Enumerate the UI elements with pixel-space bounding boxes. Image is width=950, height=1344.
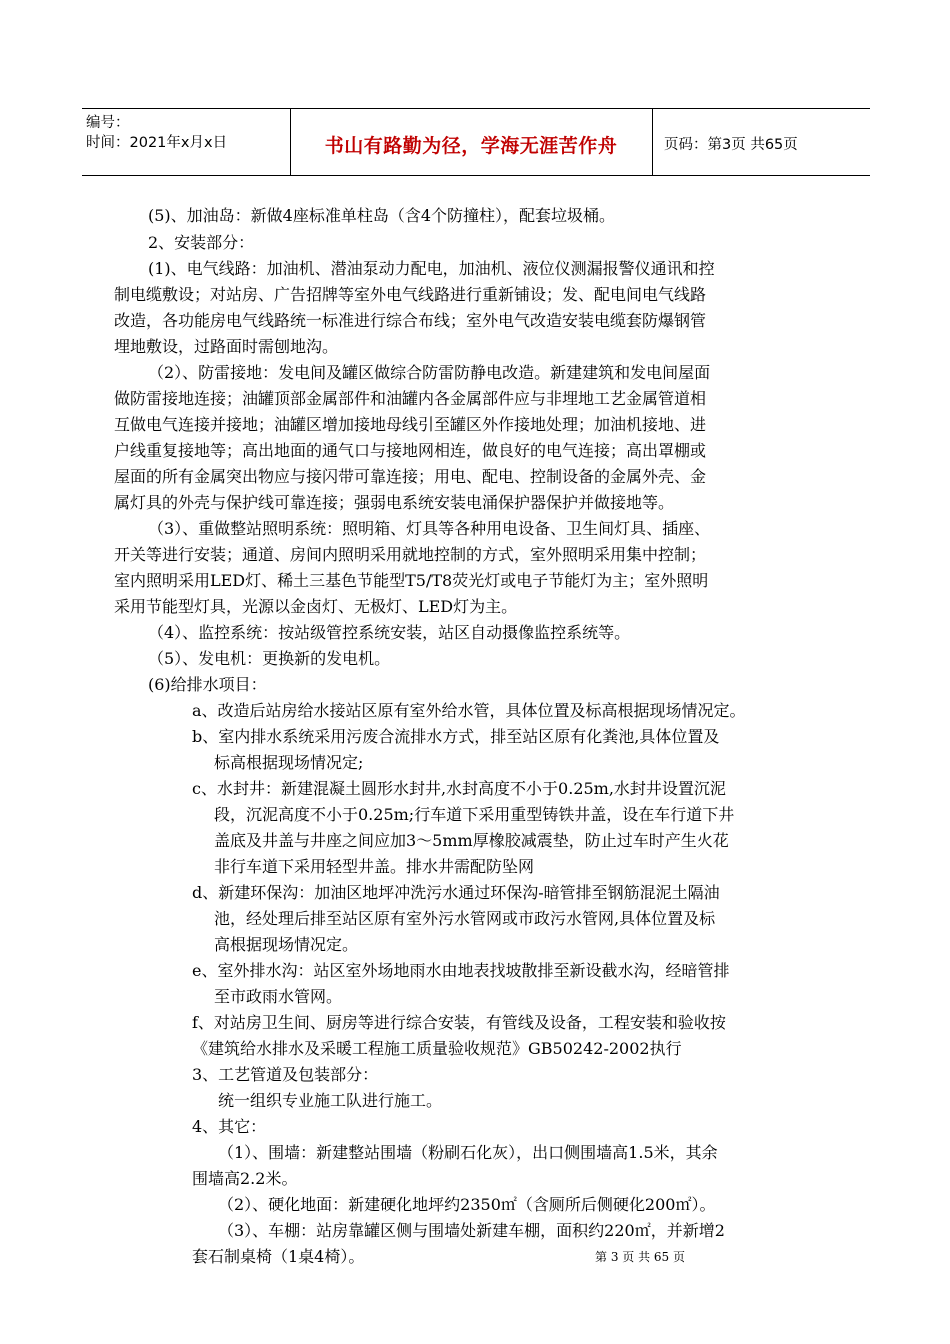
body-line: 至市政雨水管网。 — [214, 987, 343, 1006]
body-line: c、水封井：新建混凝土圆形水封井,水封高度不小于0.25m,水封井设置沉泥 — [192, 779, 726, 798]
body-line: 池，经处理后排至站区原有室外污水管网或市政污水管网,具体位置及标 — [214, 909, 716, 928]
body-line: 套石制桌椅（1桌4椅）。 — [192, 1247, 365, 1266]
body-line: （3）、车棚：站房靠罐区侧与围墙处新建车棚，面积约220㎡，并新增2 — [218, 1221, 725, 1240]
body-line: f、对站房卫生间、厨房等进行综合安装，有管线及设备，工程安装和验收按 — [192, 1013, 726, 1032]
body-line: 3、工艺管道及包装部分： — [192, 1065, 379, 1084]
body-line: 盖底及井盖与井座之间应加3～5mm厚橡胶减震垫，防止过车时产生火花 — [214, 831, 729, 850]
body-line: 标高根据现场情况定; — [214, 753, 364, 772]
body-line: b、室内排水系统采用污废合流排水方式，排至站区原有化粪池,具体位置及 — [192, 727, 720, 746]
body-line: （3）、重做整站照明系统：照明箱、灯具等各种用电设备、卫生间灯具、插座、 — [148, 519, 711, 538]
body-line: （4）、监控系统：按站级管控系统安装，站区自动摄像监控系统等。 — [148, 623, 631, 642]
body-line: 高根据现场情况定。 — [214, 935, 359, 954]
body-line: (6)给排水项目： — [148, 675, 267, 694]
body-line: 统一组织专业施工队进行施工。 — [218, 1091, 443, 1110]
body-line: （2）、防雷接地：发电间及罐区做综合防雷防静电改造。新建建筑和发电间屋面 — [148, 363, 711, 382]
body-line: 做防雷接地连接；油罐顶部金属部件和油罐内各金属部件应与非埋地工艺金属管道相 — [114, 389, 707, 408]
header-motto: 书山有路勤为径，学海无涯苦作舟 — [324, 135, 618, 157]
body-line: 改造，各功能房电气线路统一标准进行综合布线；室外电气改造安装电缆套防爆钢管 — [114, 311, 707, 330]
body-line: 围墙高2.2米。 — [192, 1169, 298, 1188]
body-line: 4、其它： — [192, 1117, 267, 1136]
body-line: 非行车道下采用轻型井盖。排水井需配防坠网 — [214, 857, 535, 876]
body-line: （2）、硬化地面：新建硬化地坪约2350㎡（含厕所后侧硬化200㎡）。 — [218, 1195, 716, 1214]
body-line: 段，沉泥高度不小于0.25m;行车道下采用重型铸铁井盖，设在车行道下井 — [214, 805, 735, 824]
header-meta — [86, 113, 227, 153]
page-footer: 第 3 页 共 65 页 — [595, 1250, 685, 1264]
body-line: （5）、发电机：更换新的发电机。 — [148, 649, 391, 668]
page-header — [82, 108, 870, 176]
body-line: 《建筑给水排水及采暖工程施工质量验收规范》GB50242-2002执行 — [192, 1039, 682, 1058]
body-line: 制电缆敷设；对站房、广告招牌等室外电气线路进行重新铺设；发、配电间电气线路 — [114, 285, 707, 304]
body-line: a、改造后站房给水接站区原有室外给水管，具体位置及标高根据现场情况定。 — [192, 701, 746, 720]
document-number: 编号： — [86, 115, 130, 131]
body-line: 互做电气连接并接地；油罐区增加接地母线引至罐区外作接地处理；加油机接地、进 — [114, 415, 707, 434]
body-line: 2、安装部分： — [148, 233, 255, 252]
body-line: e、室外排水沟：站区室外场地雨水由地表找坡散排至新设截水沟，经暗管排 — [192, 961, 730, 980]
body-line: (5)、加油岛：新做4座标准单柱岛（含4个防撞柱），配套垃圾桶。 — [148, 206, 616, 225]
body-line: （1）、围墙：新建整站围墙（粉刷石化灰），出口侧围墙高1.5米，其余 — [218, 1143, 718, 1162]
header-divider — [652, 109, 653, 175]
body-line: 采用节能型灯具，光源以金卤灯、无极灯、LED灯为主。 — [114, 597, 518, 616]
body-line: 户线重复接地等；高出地面的通气口与接地网相连，做良好的电气连接；高出罩棚或 — [114, 441, 707, 460]
body-line: d、新建环保沟：加油区地坪冲洗污水通过环保沟-暗管排至钢筋混泥土隔油 — [192, 883, 720, 902]
body-line: 室内照明采用LED灯、稀土三基色节能型T5/T8荧光灯或电子节能灯为主；室外照明 — [114, 571, 709, 590]
body-line: 开关等进行安装；通道、房间内照明采用就地控制的方式，室外照明采用集中控制； — [114, 545, 707, 564]
body-line: 埋地敷设，过路面时需刨地沟。 — [114, 337, 339, 356]
body-line: 属灯具的外壳与保护线可靠连接；强弱电系统安装电涌保护器保护并做接地等。 — [114, 493, 675, 512]
document-time: 时间：2021年x月x日 — [86, 135, 228, 151]
header-page-number: 页码：第3页 共65页 — [664, 137, 798, 153]
body-line: 屋面的所有金属突出物应与接闪带可靠连接；用电、配电、控制设备的金属外壳、金 — [114, 467, 707, 486]
body-line: (1)、电气线路：加油机、潜油泵动力配电，加油机、液位仪测漏报警仪通讯和控 — [148, 259, 715, 278]
